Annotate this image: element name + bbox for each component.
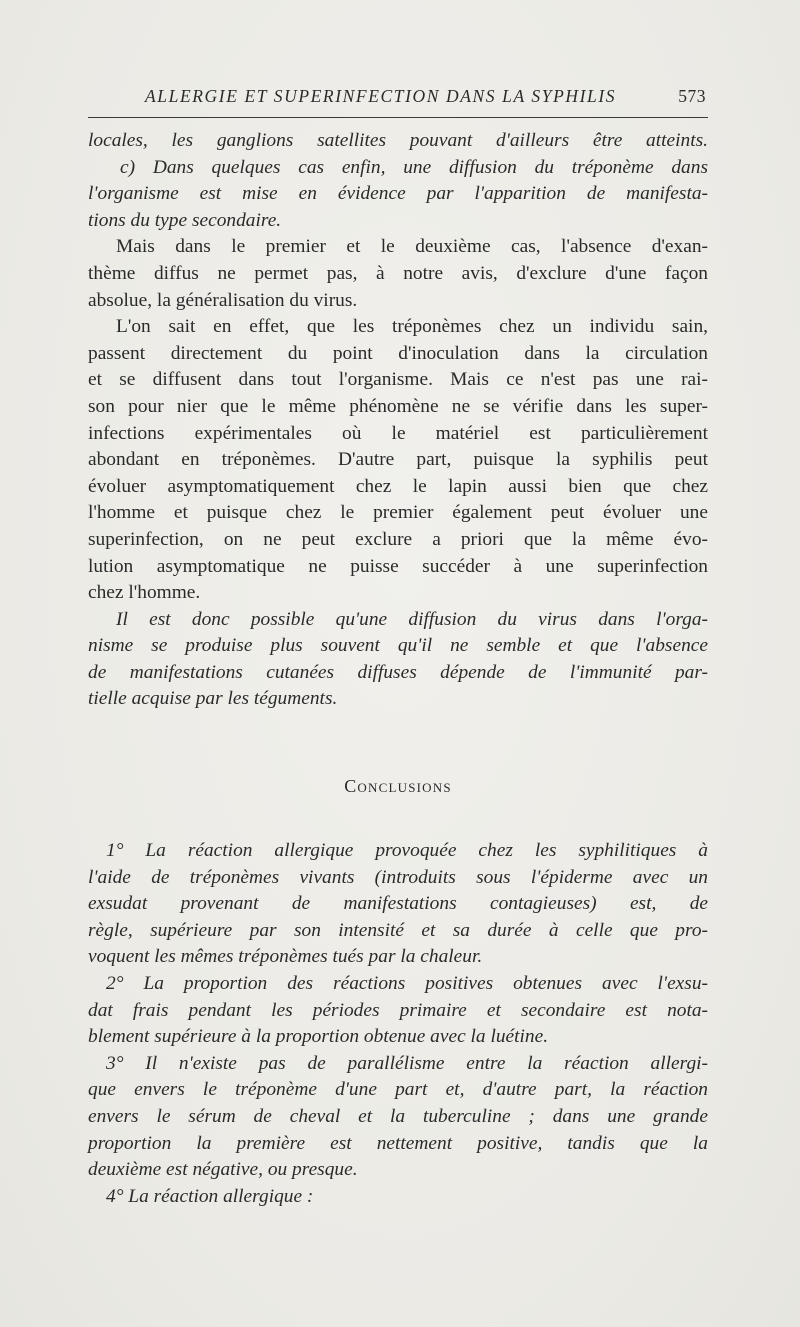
text-line: 2° La proportion des réactions positives obtenues avec l'exsu-	[106, 972, 708, 994]
text-line: proportion la première est nettement positive, tandis que la	[88, 1132, 708, 1154]
text-line: abondant en tréponèmes. D'autre part, puisque la syphilis peut	[88, 449, 708, 471]
text-line: locales, les ganglions satellites pouvant d'ailleurs être atteints.	[88, 130, 708, 151]
text-line: voquent les mêmes tréponèmes tués par la chaleur.	[88, 946, 483, 968]
text-line: tielle acquise par les téguments.	[88, 688, 338, 710]
running-title: ALLERGIE ET SUPERINFECTION DANS LA SYPHILIS	[145, 86, 617, 106]
text-line: 3° Il n'existe pas de parallélisme entre la réaction allergi-	[106, 1052, 708, 1074]
header-rule	[88, 117, 708, 118]
text-line: absolue, la généralisation du virus.	[88, 289, 358, 311]
text-line: l'organisme est mise en évidence par l'apparition de manifesta-	[88, 183, 708, 205]
text-line: l'homme et puisque chez le premier également peut évoluer une	[88, 502, 708, 524]
text-line: 4° La réaction allergique :	[106, 1185, 314, 1207]
text-line: dat frais pendant les périodes primaire et secondaire est nota-	[88, 999, 708, 1021]
text-line: c) Dans quelques cas enfin, une diffusion du tréponème dans	[120, 156, 708, 178]
text-line: Il est donc possible qu'une diffusion du virus dans l'orga-	[116, 608, 708, 630]
page-header	[145, 86, 708, 116]
text-line: de manifestations cutanées diffuses dépende de l'immunité par-	[88, 661, 708, 683]
text-line: superinfection, on ne peut exclure a priori que la même évo-	[88, 528, 708, 550]
section-heading: Conclusions	[344, 776, 452, 796]
text-line: nisme se produise plus souvent qu'il ne semble et que l'absence	[88, 635, 708, 657]
text-line: son pour nier que le même phénomène ne se vérifie dans les super-	[88, 395, 708, 417]
text-line: tions du type secondaire.	[88, 209, 282, 231]
text-line: chez l'homme.	[88, 582, 201, 604]
text-line: que envers le tréponème d'une part et, d'autre part, la réaction	[88, 1079, 708, 1101]
text-line: exsudat provenant de manifestations contagieuses) est, de	[88, 893, 708, 915]
text-line: passent directement du point d'inoculation dans la circulation	[88, 342, 708, 364]
text-line: 1° La réaction allergique provoquée chez les syphilitiques à	[106, 840, 708, 861]
text-line: thème diffus ne permet pas, à notre avis, d'exclure d'une façon	[88, 262, 708, 284]
text-line: l'aide de tréponèmes vivants (introduits sous l'épiderme avec un	[88, 866, 708, 888]
text-line: L'on sait en effet, que les tréponèmes chez un individu sain,	[116, 316, 708, 338]
text-line: évoluer asymptomatiquement chez le lapin aussi bien que chez	[88, 475, 708, 497]
text-line: règle, supérieure par son intensité et sa durée à celle que pro-	[88, 919, 708, 941]
text-line: envers le sérum de cheval et la tuberculine ; dans une grande	[88, 1105, 708, 1127]
text-line: infections expérimentales où le matériel est particulièrement	[88, 422, 708, 444]
page-number: 573	[678, 86, 706, 106]
body-text-lower	[88, 838, 708, 1210]
text-line: et se diffusent dans tout l'organisme. Mais ce n'est pas une rai-	[88, 369, 708, 391]
text-line: deuxième est négative, ou presque.	[88, 1159, 358, 1181]
body-text-upper	[88, 128, 708, 713]
text-line: Mais dans le premier et le deuxième cas, l'absence d'exan-	[116, 236, 708, 258]
text-line: blement supérieure à la proportion obtenue avec la luétine.	[88, 1026, 549, 1048]
text-line: lution asymptomatique ne puisse succéder à une superinfection	[88, 555, 708, 577]
